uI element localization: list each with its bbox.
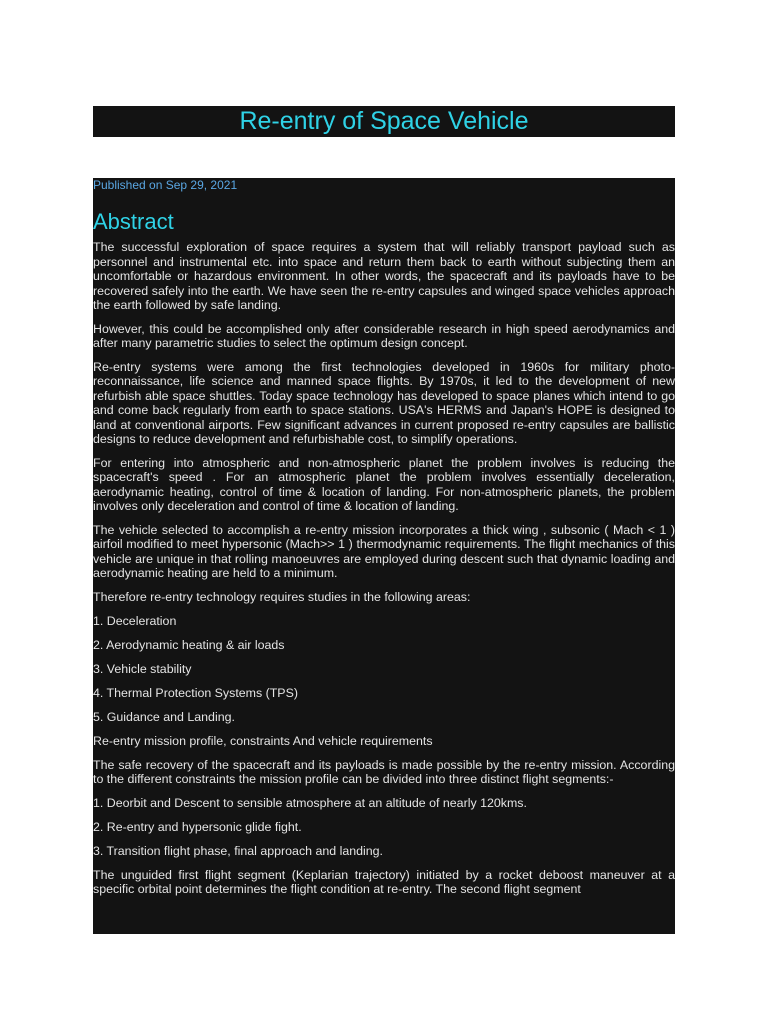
list-item: 3. Transition flight phase, final approach and landing. [93,843,383,858]
paragraph: The unguided first flight segment (Keplarian trajectory) initiated by a rocket deboost maneuver at a specific orbital point determines the flight condition at re-entry. The second flight segment [93,867,675,896]
list-item: 1. Deorbit and Descent to sensible atmosphere at an altitude of nearly 120kms. [93,795,527,810]
paragraph: The safe recovery of the spacecraft and its payloads is made possible by the re-entry mission. According to the different constraints the mission profile can be divided into three distinct flight segments:- [93,757,675,786]
list-intro: Therefore re-entry technology requires studies in the following areas: [93,589,471,604]
document-title: Re-entry of Space Vehicle [93,106,675,137]
list-item: 5. Guidance and Landing. [93,709,235,724]
document-body [93,178,675,934]
paragraph: Re-entry systems were among the first technologies developed in 1960s for military photo-reconnaissance, life science and manned space flights. By 1970s, it led to the development of new refurbish able space shuttles. Today space technology has developed to space planes which intend to go and come back regularly from earth to space stations. USA's HERMS and Japan's HOPE is designed to land at conventional airports. Few significant advances in current proposed re-entry capsules are ballistic designs to reduce development and refurbishable cost, to simplify operations. [93,359,675,446]
list-item: 4. Thermal Protection Systems (TPS) [93,685,298,700]
abstract-heading: Abstract [93,209,174,234]
paragraph: However, this could be accomplished only after considerable research in high speed aerodynamics and after many parametric studies to select the optimum design concept. [93,321,675,350]
paragraph: The successful exploration of space requires a system that will reliably transport payload such as personnel and instrumental etc. into space and return them back to earth without subjecting them an uncomfortable or hazardous environment. In other words, the spacecraft and its payloads have to be recovered safely into the earth. We have seen the re-entry capsules and winged space vehicles approach the earth followed by safe landing. [93,240,675,312]
published-date: Published on Sep 29, 2021 [93,178,238,192]
list-item: 3. Vehicle stability [93,661,192,676]
list-item: 1. Deceleration [93,613,177,628]
paragraph: The vehicle selected to accomplish a re-entry mission incorporates a thick wing , subsonic ( Mach < 1 ) airfoil modified to meet hypersonic (Mach>> 1 ) thermodynamic requirements. The flight mechanics of this vehicle are unique in that rolling manoeuvres are employed during descent such that dynamic loading and aerodynamic heating are held to a minimum. [93,522,675,580]
paragraph: For entering into atmospheric and non-atmospheric planet the problem involves is reducing the spacecraft's speed . For an atmospheric planet the problem involves essentially deceleration, aerodynamic heating, control of time & location of landing. For non-atmospheric planets, the problem involves only deceleration and control of time & location of landing. [93,455,675,513]
list-item: 2. Re-entry and hypersonic glide fight. [93,819,302,834]
list-item: 2. Aerodynamic heating & air loads [93,637,285,652]
section-subheading: Re-entry mission profile, constraints And vehicle requirements [93,733,433,748]
